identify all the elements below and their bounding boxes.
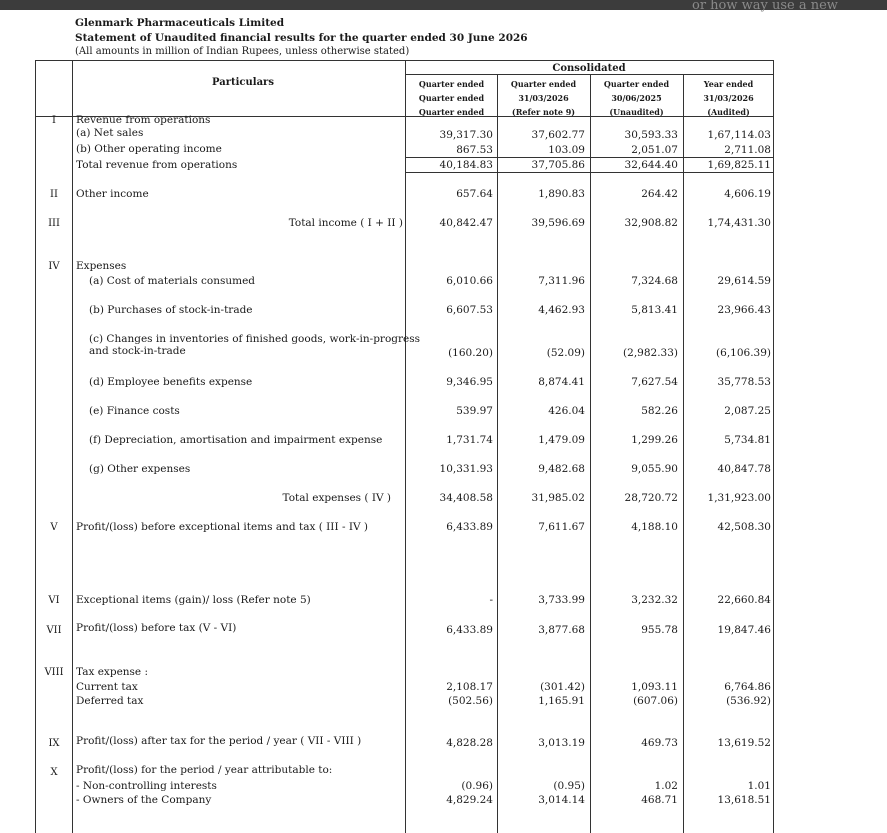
cell-value: 13,618.51 — [717, 794, 771, 806]
cell-value: 9,482.68 — [538, 463, 585, 475]
cell-value: 31,985.02 — [531, 492, 585, 504]
cell-value: 468.71 — [641, 794, 678, 806]
cell-value: (607.06) — [633, 695, 678, 707]
cell-value: 1,165.91 — [538, 695, 585, 707]
row-label: Profit/(loss) for the period / year attributable to: — [76, 764, 333, 776]
cell-value: 2,711.08 — [724, 144, 771, 156]
col3-line2: 30/06/2025 — [611, 93, 662, 103]
row-label: (b) Other operating income — [76, 143, 222, 155]
row-label: Revenue from operations — [76, 114, 211, 126]
row-label: (a) Net sales — [76, 127, 144, 139]
cell-value: (301.42) — [540, 681, 585, 693]
row-roman: IV — [48, 261, 60, 272]
row-roman: III — [48, 218, 60, 229]
row-label: Other income — [76, 188, 149, 200]
col3-header — [591, 77, 682, 119]
row-label: (f) Depreciation, amortisation and impairment expense — [89, 434, 383, 446]
cell-value: 42,508.30 — [717, 521, 771, 533]
cell-value: 6,433.89 — [446, 624, 493, 636]
cell-value: (536.92) — [726, 695, 771, 707]
cell-value: 32,644.40 — [624, 159, 678, 171]
cell-value: 7,311.96 — [538, 275, 585, 287]
cell-value: 3,877.68 — [538, 624, 585, 636]
row-roman: II — [50, 189, 58, 200]
cell-value: 3,013.19 — [538, 737, 585, 749]
particulars-header: Particulars — [212, 77, 274, 88]
currency-note: (All amounts in million of Indian Rupees, unless otherwise stated) — [75, 46, 410, 57]
cell-value: (6,106.39) — [716, 347, 771, 359]
cell-value: 35,778.53 — [717, 376, 771, 388]
cell-value: 1,299.26 — [631, 434, 678, 446]
row-label: (d) Employee benefits expense — [89, 376, 253, 388]
table-top-border — [35, 60, 773, 61]
cell-value: 6,607.53 — [446, 304, 493, 316]
cell-value: 37,705.86 — [531, 159, 585, 171]
cell-value: 264.42 — [641, 188, 678, 200]
col1-header — [406, 77, 497, 119]
row-roman: VI — [48, 595, 60, 606]
row-label: (g) Other expenses — [89, 463, 191, 475]
cell-value: 4,462.93 — [538, 304, 585, 316]
cell-value: (0.96) — [461, 780, 493, 792]
cell-value: 3,733.99 — [538, 594, 585, 606]
cell-value: 1,74,431.30 — [707, 217, 771, 229]
cell-value: 6,010.66 — [446, 275, 493, 287]
total-rule — [405, 172, 773, 173]
row-roman: X — [50, 767, 58, 778]
cell-value: 2,108.17 — [446, 681, 493, 693]
cell-value: 40,184.83 — [439, 159, 493, 171]
consolidated-header: Consolidated — [552, 63, 626, 74]
cell-value: 6,764.86 — [724, 681, 771, 693]
cell-value: 13,619.52 — [717, 737, 771, 749]
cell-value: 40,847.78 — [717, 463, 771, 475]
cell-value: 955.78 — [641, 624, 678, 636]
row-roman: V — [50, 522, 58, 533]
cell-value: (52.09) — [546, 347, 585, 359]
row-label: Tax expense : — [76, 666, 149, 678]
cell-value: 5,734.81 — [724, 434, 771, 446]
cell-value: 4,829.24 — [446, 794, 493, 806]
col4-line3: (Audited) — [707, 107, 750, 117]
col2-header — [498, 77, 589, 119]
cell-value: 582.26 — [641, 405, 678, 417]
cell-value: 39,596.69 — [531, 217, 585, 229]
row-label: (b) Purchases of stock-in-trade — [89, 304, 253, 316]
cell-value: 8,874.41 — [538, 376, 585, 388]
cell-value: 1,479.09 — [538, 434, 585, 446]
cell-value: 103.09 — [548, 144, 585, 156]
row-label: Total revenue from operations — [76, 159, 238, 171]
row-roman: IX — [48, 738, 60, 749]
cell-value: 9,055.90 — [631, 463, 678, 475]
row-label: Total income ( I + II ) — [288, 217, 403, 229]
row-label: (a) Cost of materials consumed — [89, 275, 256, 287]
col3-line1: Quarter ended — [603, 79, 670, 89]
row-label: Exceptional items (gain)/ loss (Refer note 5) — [76, 594, 311, 606]
cell-value: 4,606.19 — [724, 188, 771, 200]
cell-value: 7,627.54 — [631, 376, 678, 388]
border-left — [35, 60, 36, 833]
row-label: - Owners of the Company — [76, 794, 212, 806]
cell-value: 7,324.68 — [631, 275, 678, 287]
cell-value: 40,842.47 — [439, 217, 493, 229]
cell-value: - — [489, 594, 493, 606]
cell-value: 2,051.07 — [631, 144, 678, 156]
cell-value: 539.97 — [456, 405, 493, 417]
cell-value: 2,087.25 — [724, 405, 771, 417]
cell-value: 23,966.43 — [717, 304, 771, 316]
border-particulars — [72, 60, 73, 833]
cell-value: (2,982.33) — [623, 347, 678, 359]
cell-value: (160.20) — [448, 347, 493, 359]
cell-value: 1,31,923.00 — [707, 492, 771, 504]
col2-line2: 31/03/2026 — [518, 93, 569, 103]
cell-value: 28,720.72 — [624, 492, 678, 504]
row-label: Profit/(loss) before exceptional items and tax ( III - IV ) — [76, 521, 368, 533]
row-label: Profit/(loss) after tax for the period / year ( VII - VIII ) — [76, 735, 362, 747]
cell-value: 30,593.33 — [624, 129, 678, 141]
subtotal-rule — [405, 157, 773, 158]
col2-line3: (Refer note 9) — [511, 107, 576, 117]
col1-line2: Quarter ended — [418, 93, 485, 103]
cell-value: 5,813.41 — [631, 304, 678, 316]
col3-line3: (Unaudited) — [609, 107, 664, 117]
col4-header — [683, 77, 774, 119]
cell-value: 10,331.93 — [439, 463, 493, 475]
col1-line1: Quarter ended — [418, 79, 485, 89]
cell-value: 9,346.95 — [446, 376, 493, 388]
cell-value: 37,602.77 — [531, 129, 585, 141]
row-roman: I — [52, 115, 56, 126]
cell-value: 867.53 — [456, 144, 493, 156]
cell-value: 657.64 — [456, 188, 493, 200]
cell-value: 39,317.30 — [439, 129, 493, 141]
cell-value: (502.56) — [448, 695, 493, 707]
overlay-text: or how way use a new — [692, 0, 838, 13]
row-label: Total expenses ( IV ) — [282, 492, 391, 504]
cell-value: 1,67,114.03 — [707, 129, 771, 141]
cell-value: 1,731.74 — [446, 434, 493, 446]
cell-value: 1.01 — [747, 780, 771, 792]
cell-value: 3,014.14 — [538, 794, 585, 806]
col1-line3: Quarter ended — [418, 107, 485, 117]
cell-value: 1,69,825.11 — [707, 159, 771, 171]
row-label-cont: and stock-in-trade — [89, 345, 186, 357]
cell-value: 32,908.82 — [624, 217, 678, 229]
cell-value: 1,890.83 — [538, 188, 585, 200]
row-label: (e) Finance costs — [89, 405, 180, 417]
row-roman: VIII — [44, 667, 64, 678]
cell-value: 22,660.84 — [717, 594, 771, 606]
cell-value: 1,093.11 — [631, 681, 678, 693]
row-label: (c) Changes in inventories of finished goods, work-in-progress — [89, 333, 420, 345]
cell-value: 29,614.59 — [717, 275, 771, 287]
border-right — [773, 60, 774, 833]
cell-value: 19,847.46 — [717, 624, 771, 636]
cell-value: (0.95) — [553, 780, 585, 792]
cell-value: 4,828.28 — [446, 737, 493, 749]
cell-value: 1.02 — [654, 780, 678, 792]
row-roman: VII — [46, 625, 62, 636]
row-label: Deferred tax — [76, 695, 144, 707]
row-label: Expenses — [76, 260, 127, 272]
company-name: Glenmark Pharmaceuticals Limited — [75, 17, 285, 29]
col4-line1: Year ended — [703, 79, 754, 89]
cell-value: 7,611.67 — [538, 521, 585, 533]
col4-line2: 31/03/2026 — [703, 93, 754, 103]
cell-value: 6,433.89 — [446, 521, 493, 533]
row-label: - Non-controlling interests — [76, 780, 217, 792]
cell-value: 426.04 — [548, 405, 585, 417]
row-label: Profit/(loss) before tax (V - VI) — [76, 622, 237, 634]
statement-title: Statement of Unaudited financial results for the quarter ended 30 June 2026 — [75, 32, 528, 44]
cell-value: 34,408.58 — [439, 492, 493, 504]
col2-line1: Quarter ended — [510, 79, 577, 89]
cell-value: 469.73 — [641, 737, 678, 749]
row-label: Current tax — [76, 681, 138, 693]
cell-value: 4,188.10 — [631, 521, 678, 533]
cell-value: 3,232.32 — [631, 594, 678, 606]
